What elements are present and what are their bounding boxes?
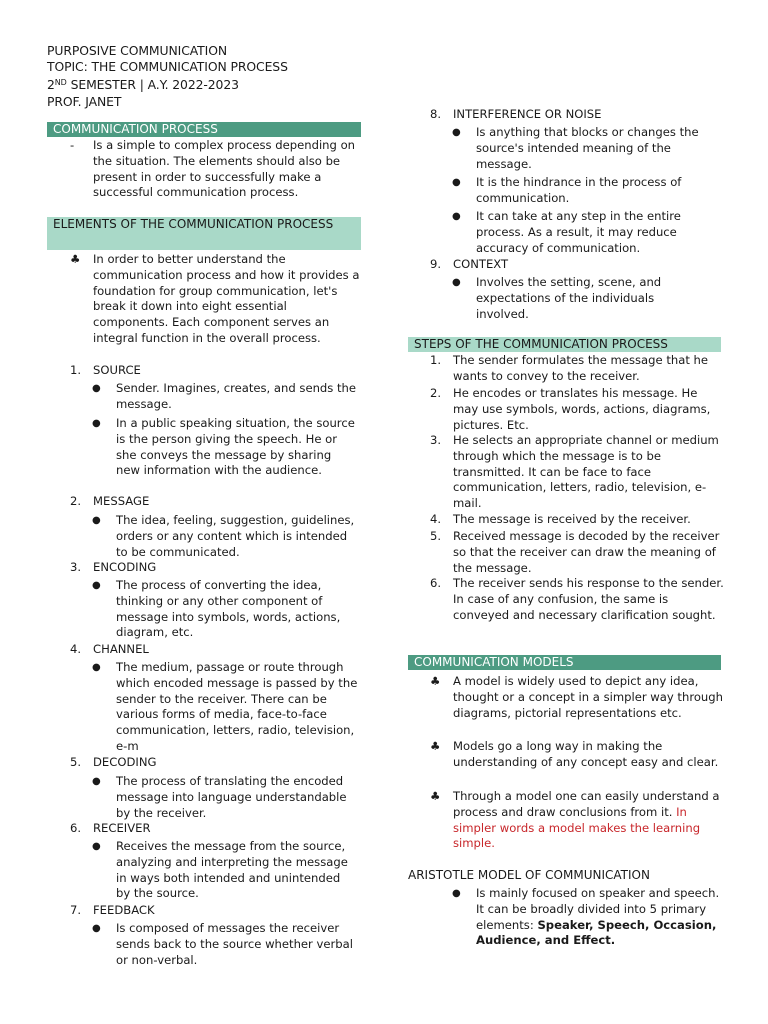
semester-line: 2ND SEMESTER | A.Y. 2022-2023 <box>47 77 239 93</box>
bullet-icon: ● <box>92 580 101 591</box>
section-heading-communication-process: COMMUNICATION PROCESS <box>47 122 361 137</box>
club-icon: ♣ <box>70 252 81 266</box>
bullet-icon: ● <box>92 418 101 429</box>
section-heading-elements: ELEMENTS OF THE COMMUNICATION PROCESS <box>47 217 361 250</box>
document-header <box>47 43 367 110</box>
course-title: PURPOSIVE COMMUNICATION <box>47 43 228 58</box>
club-icon: ♣ <box>430 739 441 753</box>
bullet-icon: ● <box>92 923 101 934</box>
section-heading-aristotle: ARISTOTLE MODEL OF COMMUNICATION <box>408 868 650 882</box>
club-icon: ♣ <box>430 674 441 688</box>
bullet-icon: ● <box>92 383 101 394</box>
bullet-icon: ● <box>452 127 461 138</box>
section-heading-steps: STEPS OF THE COMMUNICATION PROCESS <box>408 337 721 352</box>
bullet-icon: ● <box>92 841 101 852</box>
topic-line: TOPIC: THE COMMUNICATION PROCESS <box>47 59 288 75</box>
professor-line: PROF. JANET <box>47 93 122 109</box>
section-heading-communication-models: COMMUNICATION MODELS <box>408 655 721 670</box>
club-icon: ♣ <box>430 789 441 803</box>
highlighted-text: In simpler words a model makes the learning simple. <box>453 804 701 851</box>
five-elements-bold: Speaker, Speech, Occasion, Audience, and Effect. <box>476 917 717 948</box>
bullet-icon: ● <box>452 888 461 899</box>
bullet-icon: ● <box>452 211 461 222</box>
bullet-icon: ● <box>92 515 101 526</box>
bullet-icon: ● <box>452 277 461 288</box>
bullet-icon: ● <box>452 177 461 188</box>
bullet-icon: ● <box>92 776 101 787</box>
bullet-icon: ● <box>92 662 101 673</box>
